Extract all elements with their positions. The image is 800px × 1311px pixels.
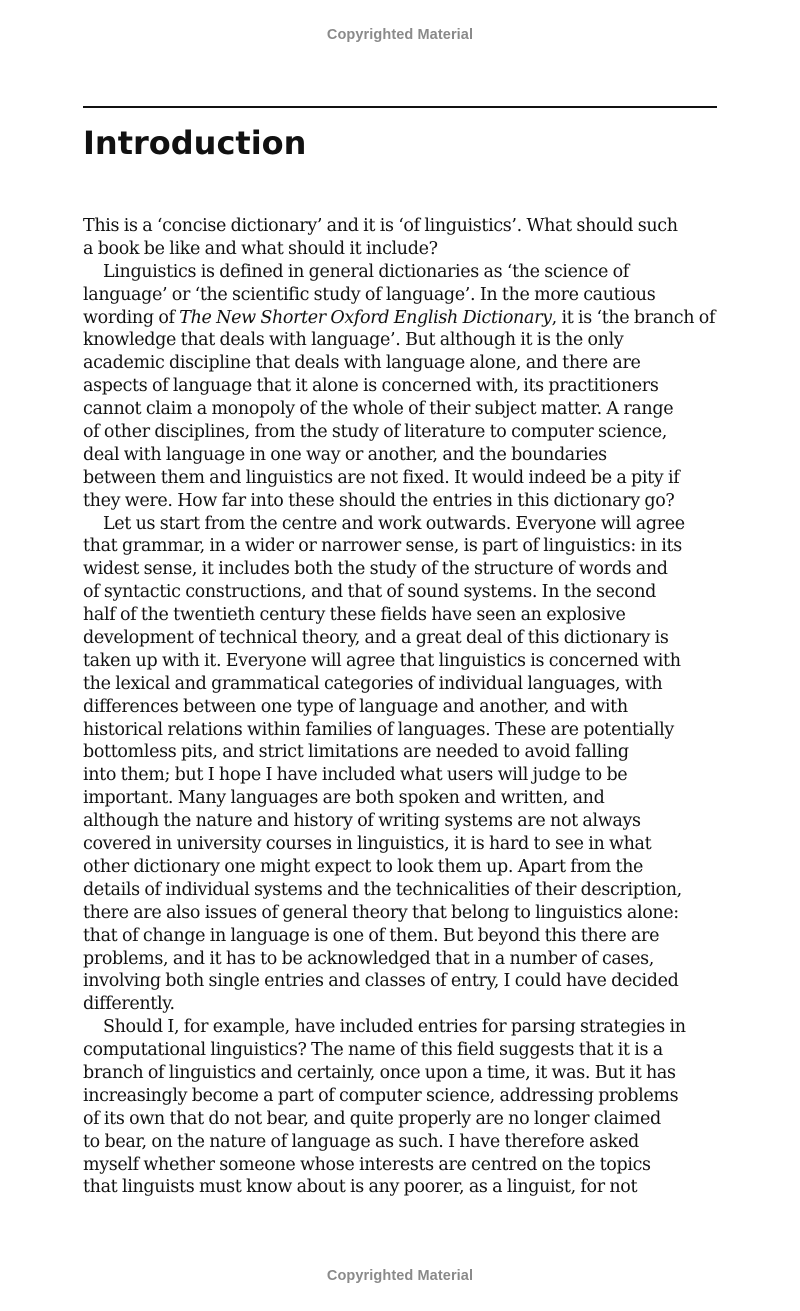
text-line: bottomless pits, and strict limitations are needed to avoid falling [83,742,629,763]
body-text [83,215,723,1199]
paragraph-start-line: Let us start from the centre and work outwards. Everyone will agree [103,513,685,534]
text-line: differently. [83,994,175,1015]
text-line: they were. How far into these should the entries in this dictionary go? [83,490,675,511]
text-line: that of change in language is one of them. But beyond this there are [83,925,660,946]
text-line: historical relations within families of languages. These are potentially [83,719,674,740]
text-line: a book be like and what should it include? [83,238,438,259]
text-line: widest sense, it includes both the study of the structure of words and [83,559,668,580]
text-line: branch of linguistics and certainly, once upon a time, it was. But it has [83,1062,676,1083]
text-line: into them; but I hope I have included what users will judge to be [83,765,628,786]
chapter-rule [83,106,717,108]
text-line: although the nature and history of writing systems are not always [83,811,641,832]
text-line: details of individual systems and the technicalities of their description, [83,879,682,900]
text-line: cannot claim a monopoly of the whole of their subject matter. A range [83,399,674,420]
watermark-top: Copyrighted Material [326,27,474,43]
text-line: This is a ‘concise dictionary’ and it is ‘of linguistics’. What should such [83,216,678,236]
text-line-with-title [83,307,723,330]
dictionary-title: The New Shorter Oxford English Dictionary [179,307,552,328]
text-line: of its own that do not bear, and quite properly are no longer claimed [83,1108,661,1129]
text-line: problems, and it has to be acknowledged that in a number of cases, [83,948,654,969]
text-line: other dictionary one might expect to look them up. Apart from the [83,856,644,877]
text-line: increasingly become a part of computer science, addressing problems [83,1085,679,1106]
text-line: aspects of language that it alone is concerned with, its practitioners [83,376,659,397]
text-line: there are also issues of general theory that belong to linguistics alone: [83,902,679,923]
text-line: taken up with it. Everyone will agree that linguistics is concerned with [83,650,681,671]
text-line: knowledge that deals with language’. But although it is the only [83,330,624,351]
text-line: half of the twentieth century these fields have seen an explosive [83,605,626,626]
text-line: the lexical and grammatical categories of individual languages, with [83,673,663,694]
text-line: involving both single entries and classes of entry, I could have decided [83,971,679,992]
text-line: to bear, on the nature of language as such. I have therefore asked [83,1131,639,1152]
text-line: language’ or ‘the scientific study of language’. In the more cautious [83,284,656,305]
text-line: of syntactic constructions, and that of sound systems. In the second [83,582,657,603]
text-line: development of technical theory, and a great deal of this dictionary is [83,628,669,649]
text-line: computational linguistics? The name of this field suggests that it is a [83,1040,663,1061]
chapter-heading: Introduction [83,124,307,162]
text-line: deal with language in one way or another, and the boundaries [83,444,607,465]
text-line: important. Many languages are both spoken and written, and [83,788,605,809]
text-line: myself whether someone whose interests are centred on the topics [83,1154,651,1175]
text-segment: , it is ‘the branch of [551,307,716,328]
text-line: differences between one type of language and another, and with [83,696,628,717]
text-line: that grammar, in a wider or narrower sense, is part of linguistics: in its [83,536,682,557]
text-line: between them and linguistics are not fixed. It would indeed be a pity if [83,467,680,488]
watermark-bottom: Copyrighted Material [326,1268,474,1284]
text-line: that linguists must know about is any poorer, as a linguist, for not [83,1177,638,1198]
text-line: academic discipline that deals with language alone, and there are [83,353,641,374]
text-line: covered in university courses in linguistics, it is hard to see in what [83,834,652,855]
paragraph-start-line: Should I, for example, have included entries for parsing strategies in [103,1017,686,1038]
text-line: of other disciplines, from the study of literature to computer science, [83,422,667,443]
text-segment: wording of [83,307,180,328]
paragraph-start-line: Linguistics is defined in general dictionaries as ‘the science of [103,261,629,282]
